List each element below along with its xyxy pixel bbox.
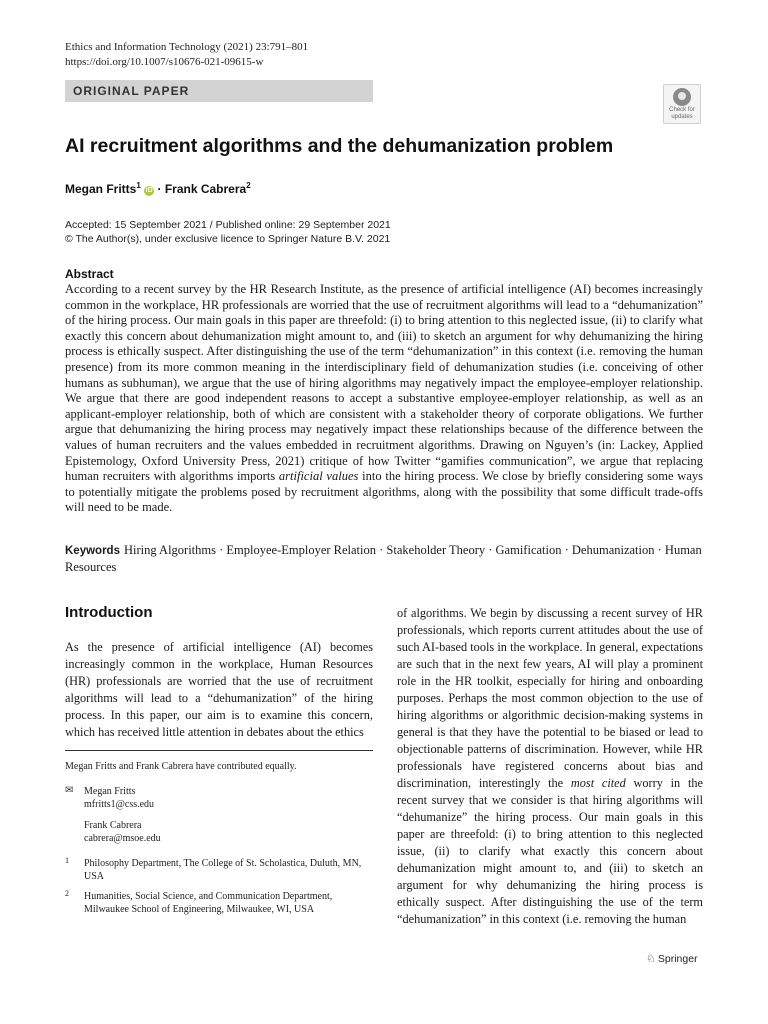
affiliation: Humanities, Social Science, and Communication Department, Milwaukee School of Engineering, Milwaukee, WI, USA — [84, 891, 333, 915]
dates-line: Accepted: 15 September 2021 / Published online: 29 September 2021 — [65, 219, 391, 231]
affiliation-number: 2 — [65, 889, 69, 898]
journal-citation: Ethics and Information Technology (2021) 23:791–801 — [65, 41, 309, 53]
introduction-left-column: As the presence of artificial intelligence (AI) becomes increasingly common in the workplace, Human Resources (HR) professionals are worried that the use of recruitment algorithms will lead to a “dehumanization” of the hiring process. In this paper, our aim is to examine this concern, which has received little attention in debates about the ethics — [65, 640, 373, 739]
author-list — [65, 178, 251, 197]
affiliation-marker: 1 — [136, 181, 141, 190]
springer-horse-icon: ♘ — [646, 953, 656, 965]
affiliation-marker: 2 — [246, 181, 251, 190]
refresh-icon — [673, 88, 691, 106]
copyright-line: © The Author(s), under exclusive licence to Springer Nature B.V. 2021 — [65, 233, 391, 245]
publisher-name: Springer — [657, 953, 698, 965]
abstract-heading: Abstract — [65, 267, 114, 281]
orcid-icon[interactable]: iD — [145, 187, 153, 194]
contact-email[interactable]: cabrera@msoe.edu — [84, 833, 161, 844]
contact-name: Frank Cabrera — [84, 820, 142, 831]
badge-text-2: updates — [671, 114, 693, 120]
abstract-emphasis: artificial values — [278, 469, 359, 484]
body-text: of algorithms. We begin by discussing a recent survey of HR professionals, which reports current attitudes about the use of such AI-based tools in the workplace. In general, expectations are such that in the next few years, AI will play a prominent role in the HR toolkit, especially for hiring and onboarding purposes. Perhaps the most common objection to the use of hiring algorithms or algorithmic decision-making systems in general is that they have the potential to be biased or lead to objectionable patterns of discrimination. However, while HR professionals have registered concerns about bias and discrimination, interestingly the — [397, 606, 703, 790]
contact-email[interactable]: mfritts1@css.edu — [84, 799, 155, 810]
article-title: AI recruitment algorithms and the dehumanization problem — [65, 135, 614, 157]
author-separator: · — [154, 182, 165, 196]
publication-dates — [65, 218, 391, 246]
publisher-logo — [646, 952, 698, 965]
badge-text-1: Check for — [669, 107, 695, 113]
keywords — [65, 542, 705, 575]
check-for-updates-badge[interactable] — [663, 84, 701, 124]
introduction-right-column — [397, 605, 703, 928]
equal-contribution-note: Megan Fritts and Frank Cabrera have contributed equally. — [65, 761, 297, 772]
footnote-divider — [65, 750, 373, 751]
affiliation: Philosophy Department, The College of St. Scholastica, Duluth, MN, USA — [84, 858, 362, 882]
introduction-heading: Introduction — [65, 604, 153, 621]
abstract-text: According to a recent survey by the HR Research Institute, as the presence of artificial intelligence (AI) becomes increasingly common in the workplace, HR professionals are worried that the use of recruitment algorithms will lead to a “dehumanization” of the hiring process. Our main goals in this paper are threefold: (i) to bring attention to this neglected issue, (ii) to clarify what exactly this concern about dehumanization might amount to, and (iii) to sketch an argument for why dehumanizing the hiring process is ethically suspect. After distinguishing the use of the term “dehumanization” in this context (i.e. removing the human presence) from its more common meaning in the interdisciplinary field of dehumanization studies (i.e. conceiving of other humans as subhuman), we argue that the use of hiring algorithms may negatively impact the employee-employer relationship. We argue that there are good independent reasons to accept a substantive employee-employer relationship, as well as an applicant-employer relationship, both of which are consistent with a stakeholder theory of corporate obligations. We further argue that dehumanizing the hiring process may negatively impact these relationships because of the difference between the values of human recruiters and the values embedded in recruitment algorithms. Drawing on Nguyen’s (in: Lackey, Applied Epistemology, Oxford University Press, 2021) critique of how Twitter “gamifies communication”, we argue that replacing human recruiters with algorithms imports — [65, 282, 703, 484]
author-name[interactable]: Frank Cabrera — [164, 182, 247, 196]
author-name[interactable]: Megan Fritts — [65, 182, 137, 196]
doi-link[interactable]: https://doi.org/10.1007/s10676-021-09615-w — [65, 56, 264, 68]
affiliation-number: 1 — [65, 856, 69, 865]
body-emphasis: most cited — [570, 776, 626, 790]
keywords-list: Hiring Algorithms · Employee-Employer Relation · Stakeholder Theory · Gamification · Dehumanization · Human Resources — [65, 543, 702, 574]
envelope-icon: ✉ — [65, 785, 74, 796]
section-label: ORIGINAL PAPER — [65, 80, 373, 102]
abstract-text: into the hiring process. We close by briefly considering some ways to potentially mitigate the problems posed by recruitment algorithms, along with the possibility that some difficult trade-offs will need to be made. — [65, 469, 703, 515]
keywords-label: Keywords — [65, 545, 120, 557]
contact-name: Megan Fritts — [84, 786, 136, 797]
body-text: worry in the recent survey that we consider is that hiring algorithms will “dehumanize” the hiring process. Our main goals in this paper are threefold: (i) to bring attention to this neglected issue, (ii) to clarify what exactly this concern about dehumanization might amount to, and (iii) to sketch an argument for why dehumanizing the hiring process is ethically suspect. After distinguishing the use of the term “dehumanization” in this context (i.e. removing the human — [397, 776, 703, 926]
abstract-body — [65, 282, 703, 516]
